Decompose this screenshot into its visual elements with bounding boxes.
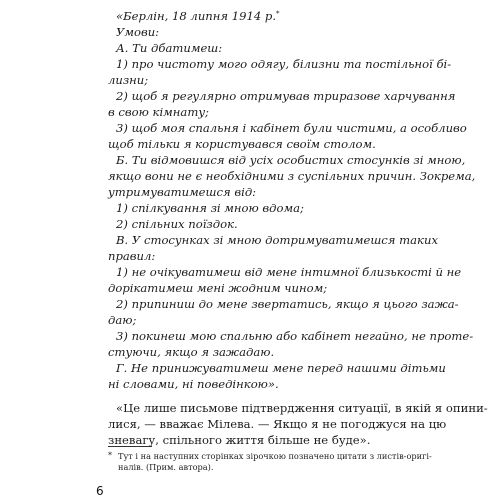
letter-line: щоб тільки я користувався своїм столом. — [108, 137, 376, 151]
letter-line: 3) щоб моя спальня і кабінет були чистими, а особливо — [116, 121, 467, 135]
letter-line: Б. Ти відмовишся від усіх особистих стосунків зі мною, — [116, 153, 466, 167]
footnote-divider — [108, 446, 152, 447]
letter-header — [116, 8, 419, 24]
letter-line: 1) не очікуватимеш від мене інтимної близькості й не — [116, 265, 462, 279]
letter-line: 1) про чистоту мого одягу, білизни та постільної бі- — [116, 57, 452, 71]
letter-line: 2) щоб я регулярно отримував триразове харчування — [116, 89, 456, 103]
letter-line: правил: — [108, 249, 156, 263]
footnote-line: Тут і на наступних сторінках зірочкою позначено цитати з листів-оригі- — [118, 451, 432, 461]
body-line: зневагу, спільного життя більше не буде». — [108, 433, 371, 447]
letter-line: 1) спілкування зі мною вдома; — [116, 201, 304, 215]
letter-line: даю; — [108, 313, 137, 327]
letter-line: в свою кімнату; — [108, 105, 209, 119]
letter-line: Г. Не принижуватимеш мене перед нашими дітьми — [116, 361, 446, 375]
letter-line: дорікатимеш мені жодним чином; — [108, 281, 328, 295]
letter-line: ні словами, ні поведінкою». — [108, 377, 279, 391]
letter-line: 2) спільних поїздок. — [116, 217, 238, 231]
letter-line: стуючи, якщо я зажадаю. — [108, 345, 275, 359]
letter-line: 3) покинеш мою спальню або кабінет негайно, не протe- — [116, 329, 474, 343]
letter-line: лизни; — [108, 73, 149, 87]
letter-header-text: «Берлін, 18 липня 1914 р. — [116, 9, 277, 23]
body-line: лися, — вважає Мілева. — Якщо я не погоджуся на цю — [108, 417, 447, 431]
page-number: 6 — [96, 484, 104, 498]
letter-line: якщо вони не є необхідними з суспільних причин. Зокрема, — [108, 169, 476, 183]
letter-line: 2) припиниш до мене звертатись, якщо я цього зажа- — [116, 297, 459, 311]
letter-line: А. Ти дбатимеш: — [116, 41, 223, 55]
letter-line: утримуватимешся від: — [108, 185, 257, 199]
letter-line: В. У стосунках зі мною дотримуватимешся таких — [116, 233, 438, 247]
footnote-mark: * — [108, 451, 112, 460]
footnote-line: налів. (Прим. автора). — [118, 462, 214, 472]
footnote-reference-mark: * — [276, 10, 280, 18]
letter-line: Умови: — [116, 25, 160, 39]
body-line: «Це лише письмове підтвердження ситуації, в якій я опини- — [116, 401, 488, 415]
